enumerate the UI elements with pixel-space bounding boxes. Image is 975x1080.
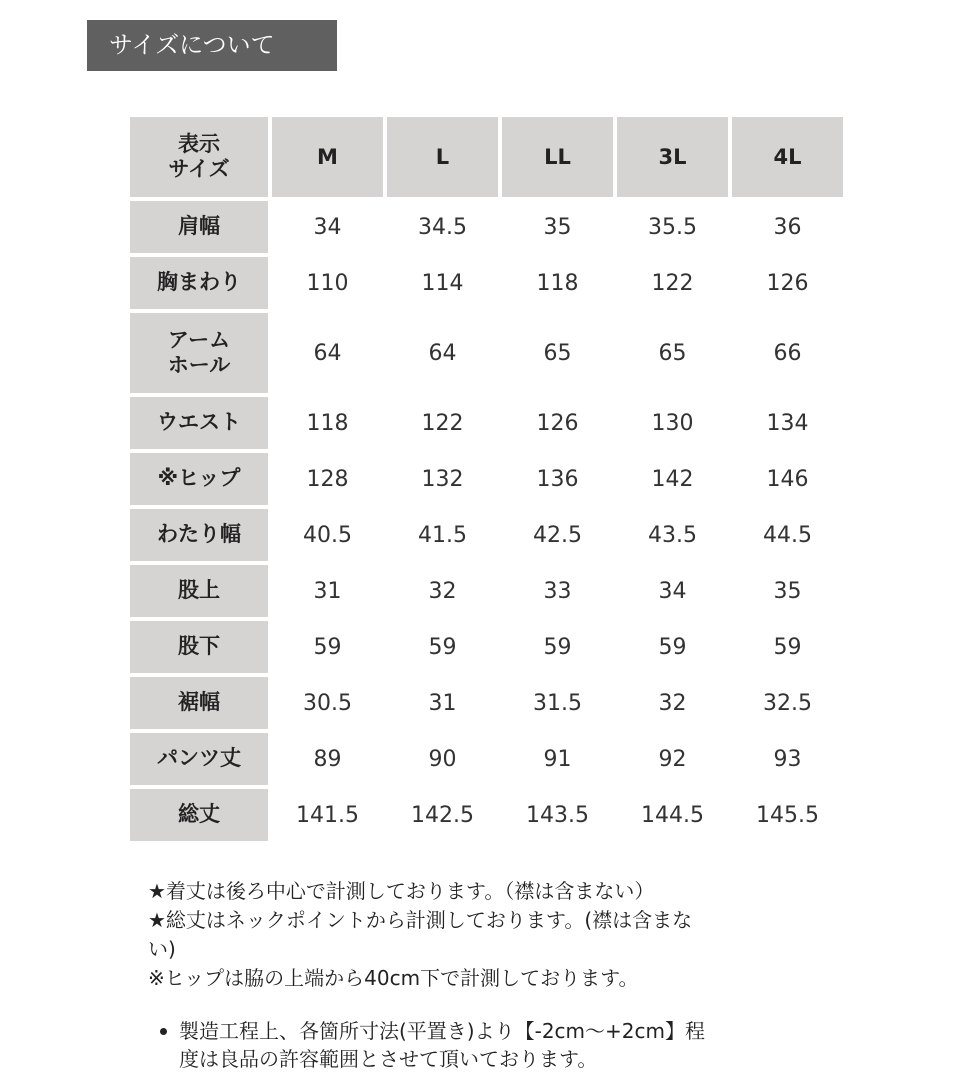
row-label: 股上 [128,563,270,619]
row-label: 肩幅 [128,199,270,255]
size-header: 3L [615,115,730,199]
table-cell: 32.5 [763,690,812,716]
row-label: 胸まわり [128,255,270,311]
row-label: ※ヒップ [128,451,270,507]
table-row [128,451,848,507]
table-cell: 122 [651,270,694,296]
table-cell: 91 [543,746,572,772]
table-cell: 126 [536,410,579,436]
table-row [128,731,848,787]
table-cell: 44.5 [763,522,812,548]
table-cell: 59 [773,634,802,660]
table-row [128,619,848,675]
row-label: アーム ホール [128,311,270,395]
table-cell: 34.5 [418,214,467,240]
table-row [128,787,848,843]
table-cell: 142.5 [411,802,474,828]
table-cell: 32 [658,690,687,716]
table-cell: 132 [421,466,464,492]
table-cell: 65 [543,340,572,366]
table-cell: 42.5 [533,522,582,548]
table-row [128,675,848,731]
table-cell: 144.5 [641,802,704,828]
size-table [128,115,848,843]
table-cell: 128 [306,466,349,492]
table-cell: 59 [313,634,342,660]
tolerance-line: 製造工程上、各箇所寸法(平置き)より【-2cm～+2cm】程 [179,1019,705,1043]
table-row [128,507,848,563]
table-cell: 31.5 [533,690,582,716]
size-header: 4L [730,115,845,199]
row-label: ウエスト [128,395,270,451]
table-row [128,311,848,395]
table-cell: 118 [536,270,579,296]
table-cell: 110 [306,270,349,296]
table-cell: 31 [428,690,457,716]
table-cell: 36 [773,214,802,240]
table-cell: 35 [543,214,572,240]
bullet-icon [160,1028,167,1035]
table-row [128,563,848,619]
table-cell: 114 [421,270,464,296]
table-cell: 40.5 [303,522,352,548]
row-label: 裾幅 [128,675,270,731]
table-cell: 143.5 [526,802,589,828]
table-cell: 141.5 [296,802,359,828]
note-line: ★着丈は後ろ中心で計測しております。（襟は含まない） [148,879,655,903]
table-cell: 118 [306,410,349,436]
table-cell: 34 [658,578,687,604]
table-cell: 59 [428,634,457,660]
table-cell: 34 [313,214,342,240]
table-cell: 93 [773,746,802,772]
note-line: い) [148,937,176,961]
table-cell: 146 [766,466,809,492]
table-cell: 32 [428,578,457,604]
table-cell: 33 [543,578,572,604]
table-header-row [128,115,848,199]
table-cell: 142 [651,466,694,492]
table-cell: 31 [313,578,342,604]
table-cell: 35.5 [648,214,697,240]
table-row [128,255,848,311]
tolerance-note [160,1017,840,1073]
note-line: ★総丈はネックポイントから計測しております。(襟は含まな [148,908,693,932]
section-title: サイズについて [87,20,337,71]
table-cell: 145.5 [756,802,819,828]
row-label: 総丈 [128,787,270,843]
table-cell: 59 [543,634,572,660]
table-cell: 64 [428,340,457,366]
size-notes [148,877,828,993]
row-label: パンツ丈 [128,731,270,787]
table-cell: 136 [536,466,579,492]
table-cell: 122 [421,410,464,436]
size-header: LL [500,115,615,199]
row-label: 股下 [128,619,270,675]
table-cell: 41.5 [418,522,467,548]
size-header: M [270,115,385,199]
note-line: ※ヒップは脇の上端から40cm下で計測しております。 [148,966,639,990]
row-label: わたり幅 [128,507,270,563]
table-cell: 35 [773,578,802,604]
table-cell: 65 [658,340,687,366]
table-cell: 130 [651,410,694,436]
table-cell: 92 [658,746,687,772]
table-cell: 89 [313,746,342,772]
table-cell: 66 [773,340,802,366]
table-cell: 59 [658,634,687,660]
header-label: 表示 サイズ [128,115,270,199]
table-cell: 30.5 [303,690,352,716]
table-cell: 64 [313,340,342,366]
table-cell: 134 [766,410,809,436]
size-header: L [385,115,500,199]
table-row [128,199,848,255]
table-cell: 90 [428,746,457,772]
table-row [128,395,848,451]
tolerance-line: 度は良品の許容範囲とさせて頂いております。 [179,1047,598,1071]
table-cell: 126 [766,270,809,296]
table-cell: 43.5 [648,522,697,548]
